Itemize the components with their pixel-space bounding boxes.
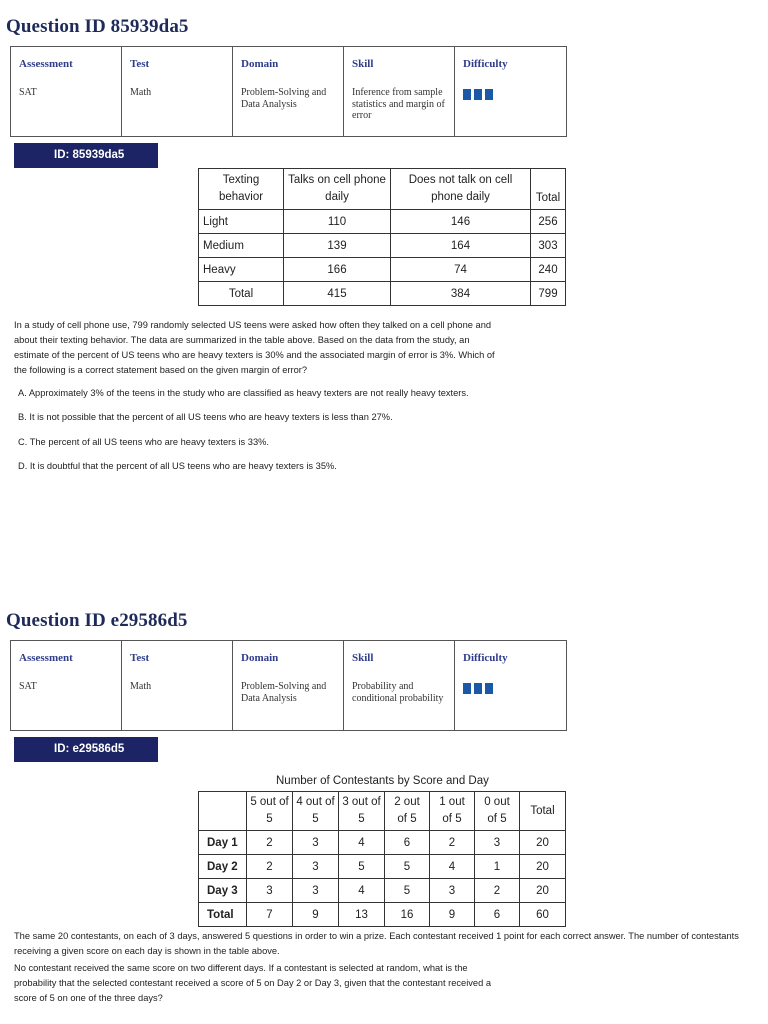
meta-domain-label: Domain [241, 652, 279, 664]
table-cell: 16 [385, 903, 430, 927]
table-row [199, 903, 566, 927]
table-cell: 2 [247, 855, 293, 879]
question-id-badge: ID: e29586d5 [14, 737, 158, 762]
row-label: Medium [199, 234, 284, 258]
table-cell: 256 [531, 210, 566, 234]
table-header-cell: 4 out of 5 [293, 792, 339, 831]
table-cell: 74 [391, 258, 531, 282]
table-row [199, 210, 566, 234]
table-row [199, 879, 566, 903]
table-cell: 384 [391, 282, 531, 306]
table-cell: 415 [284, 282, 391, 306]
table-cell: 20 [520, 855, 566, 879]
question-id-badge: ID: 85939da5 [14, 143, 158, 168]
table-cell: 6 [385, 831, 430, 855]
row-label: Total [199, 282, 284, 306]
meta-test-label: Test [130, 652, 150, 664]
row-label: Total [199, 903, 247, 927]
meta-assessment-cell [11, 641, 122, 731]
question-stem: The same 20 contestants, on each of 3 days, answered 5 questions in order to win a prize. Each contestant received 1 point for each correct answer. The number of contestants receiving a given score on each day is shown in the table above. [14, 931, 739, 956]
meta-domain-cell [233, 47, 344, 137]
question-stem: In a study of cell phone use, 799 randomly selected US teens were asked how often they talked on a cell phone and about their texting behavior. The data are summarized in the table above. Based on the data from the study, an estimate of the percent of US teens who are heavy texters is 30% and the associated margin of error is 3%. Which of the following is a correct statement based on the given margin of error? [14, 320, 495, 375]
row-label: Day 1 [199, 831, 247, 855]
contestants-data-table [198, 791, 566, 927]
question-meta-table [10, 46, 567, 137]
table-header-cell: Total [520, 792, 566, 831]
row-label: Day 3 [199, 879, 247, 903]
answer-option-b[interactable]: B. It is not possible that the percent of all US teens who are heavy texters is less than 27%. [18, 412, 393, 422]
table-cell: 110 [284, 210, 391, 234]
meta-assessment-cell [11, 47, 122, 137]
table-cell: 166 [284, 258, 391, 282]
row-label: Heavy [199, 258, 284, 282]
meta-skill-cell [344, 47, 455, 137]
table-cell: 1 [475, 855, 520, 879]
meta-domain-value: Problem-Solving and Data Analysis [241, 681, 327, 704]
table-cell: 799 [531, 282, 566, 306]
difficulty-bars-icon [463, 89, 558, 100]
meta-skill-label: Skill [352, 58, 374, 70]
difficulty-bar [463, 89, 471, 100]
table-cell: 303 [531, 234, 566, 258]
meta-skill-cell [344, 641, 455, 731]
table-cell: 3 [247, 879, 293, 903]
meta-test-label: Test [130, 58, 150, 70]
table-header-cell [199, 792, 247, 831]
table-cell: 5 [385, 879, 430, 903]
table-cell: 2 [430, 831, 475, 855]
table-cell: 20 [520, 879, 566, 903]
table-cell: 4 [430, 855, 475, 879]
difficulty-bar [474, 89, 482, 100]
table-cell: 164 [391, 234, 531, 258]
meta-domain-value: Problem-Solving and Data Analysis [241, 87, 327, 110]
table-header-cell: Talks on cell phone daily [284, 169, 391, 210]
table-header-cell: Texting behavior [199, 169, 284, 210]
question-meta-table [10, 640, 567, 731]
question-title: Question ID 85939da5 [6, 16, 189, 37]
difficulty-bar [485, 683, 493, 694]
table-cell: 7 [247, 903, 293, 927]
table-cell: 2 [475, 879, 520, 903]
table-header-row [199, 792, 566, 831]
meta-skill-value: Inference from sample statistics and margin of error [352, 87, 445, 121]
table-cell: 5 [339, 855, 385, 879]
table-cell: 9 [430, 903, 475, 927]
table-header-cell: Total [531, 169, 566, 210]
meta-assessment-label: Assessment [19, 58, 73, 70]
question-stem-continued: No contestant received the same score on two different days. If a contestant is selected at random, what is the probability that the selected contestant received a score of 5 on Day 2 or Day 3, given that the contestant received a score of 5 on one of the three days? [14, 963, 492, 1003]
table-cell: 3 [293, 831, 339, 855]
meta-difficulty-label: Difficulty [463, 58, 508, 70]
meta-skill-label: Skill [352, 652, 374, 664]
difficulty-bar [485, 89, 493, 100]
table-cell: 4 [339, 831, 385, 855]
meta-test-value: Math [130, 87, 152, 98]
table-cell: 9 [293, 903, 339, 927]
meta-assessment-value: SAT [19, 87, 37, 98]
difficulty-bar [474, 683, 482, 694]
meta-test-cell [122, 641, 233, 731]
table-cell: 60 [520, 903, 566, 927]
question-title: Question ID e29586d5 [6, 610, 188, 631]
table-cell: 139 [284, 234, 391, 258]
table-header-cell: 0 out of 5 [475, 792, 520, 831]
table-cell: 4 [339, 879, 385, 903]
table-header-cell: 2 out of 5 [385, 792, 430, 831]
table-cell: 20 [520, 831, 566, 855]
table-header-cell: 1 out of 5 [430, 792, 475, 831]
meta-test-value: Math [130, 681, 152, 692]
difficulty-bars-icon [463, 683, 558, 694]
table-cell: 240 [531, 258, 566, 282]
meta-test-cell [122, 47, 233, 137]
table-header-cell: 5 out of 5 [247, 792, 293, 831]
meta-domain-cell [233, 641, 344, 731]
answer-option-c[interactable]: C. The percent of all US teens who are heavy texters is 33%. [18, 437, 269, 447]
row-label: Light [199, 210, 284, 234]
table-row [199, 258, 566, 282]
table-row [199, 855, 566, 879]
table-cell: 146 [391, 210, 531, 234]
table-row [199, 282, 566, 306]
row-label: Day 2 [199, 855, 247, 879]
texting-data-table [198, 168, 566, 306]
table-cell: 3 [293, 879, 339, 903]
meta-domain-label: Domain [241, 58, 279, 70]
meta-difficulty-label: Difficulty [463, 652, 508, 664]
meta-difficulty-cell [455, 641, 567, 731]
table-cell: 6 [475, 903, 520, 927]
table-cell: 13 [339, 903, 385, 927]
table-cell: 5 [385, 855, 430, 879]
table-title: Number of Contestants by Score and Day [276, 775, 489, 787]
table-cell: 3 [293, 855, 339, 879]
table-row [199, 831, 566, 855]
table-cell: 3 [475, 831, 520, 855]
difficulty-bar [463, 683, 471, 694]
meta-difficulty-cell [455, 47, 567, 137]
meta-assessment-label: Assessment [19, 652, 73, 664]
table-cell: 2 [247, 831, 293, 855]
answer-option-a[interactable]: A. Approximately 3% of the teens in the study who are classified as heavy texters are not really heavy texters. [18, 388, 469, 398]
answer-option-d[interactable]: D. It is doubtful that the percent of all US teens who are heavy texters is 35%. [18, 461, 337, 471]
table-cell: 3 [430, 879, 475, 903]
table-row [199, 234, 566, 258]
meta-assessment-value: SAT [19, 681, 37, 692]
meta-skill-value: Probability and conditional probability [352, 681, 444, 704]
table-header-cell: Does not talk on cell phone daily [391, 169, 531, 210]
table-header-cell: 3 out of 5 [339, 792, 385, 831]
table-header-row [199, 169, 566, 210]
